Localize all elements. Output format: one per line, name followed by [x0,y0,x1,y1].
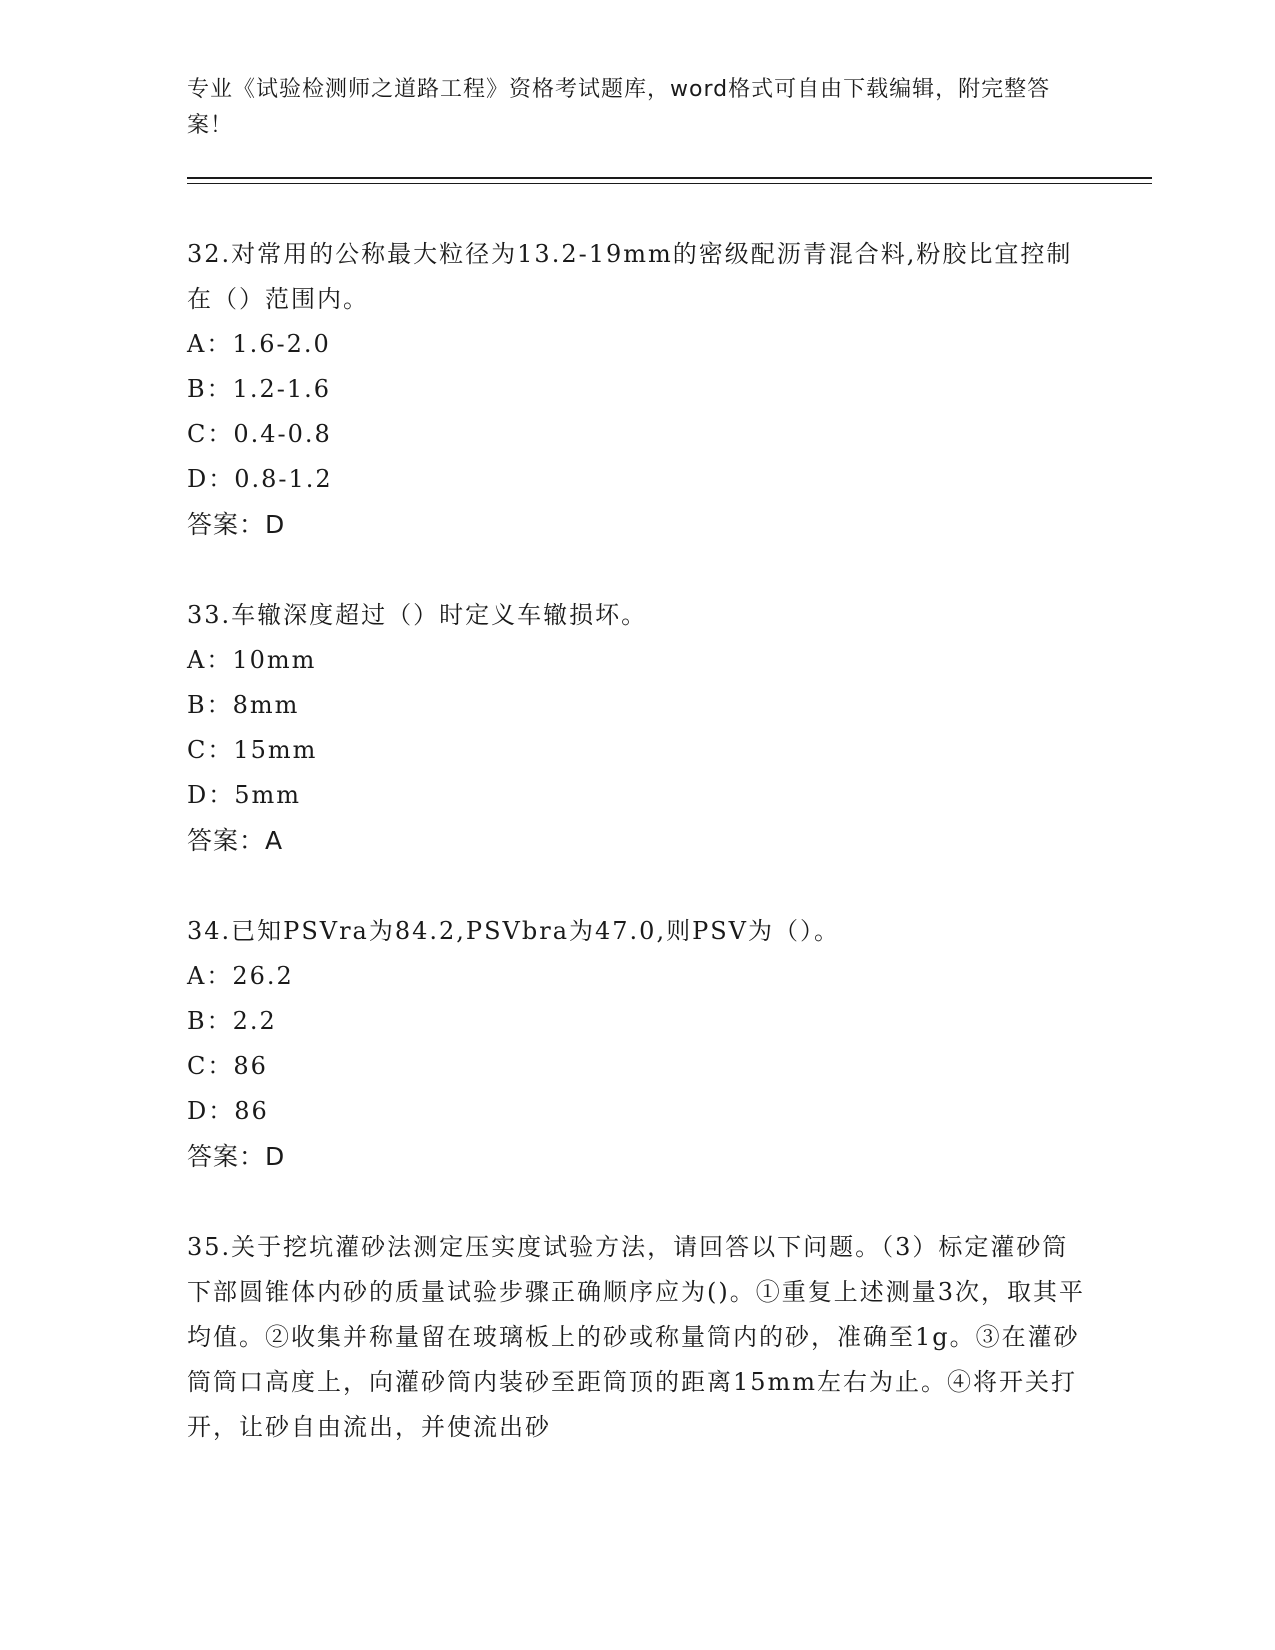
answer: 答案：D [187,510,286,539]
question-stem: 35.关于挖坑灌砂法测定压实度试验方法，请回答以下问题。（3）标定灌砂筒下部圆锥体内砂的质量试验步骤正确顺序应为()。①重复上述测量3次，取其平均值。②收集并称量留在玻璃板上的砂或称量筒内的砂，准确至1g。③在灌砂筒筒口高度上，向灌砂筒内装砂至距筒顶的距离15mm左右为止。④将开关打开，让砂自由流出，并使流出砂 [187,1233,1085,1441]
option-a: A：1.6-2.0 [187,330,331,358]
question-34 [187,909,1087,1179]
option-a: A：10mm [187,646,317,674]
document-header: 专业《试验检测师之道路工程》资格考试题库，word格式可自由下载编辑，附完整答案！ [187,77,1051,138]
question-stem: 34.已知PSVra为84.2,PSVbra为47.0,则PSV为（）。 [187,917,840,945]
option-a: A：26.2 [187,962,294,990]
question-32 [187,232,1087,547]
header-rule-thick [187,177,1152,179]
question-stem: 33.车辙深度超过（）时定义车辙损坏。 [187,601,648,629]
question-list [187,232,1087,1496]
question-35 [187,1225,1087,1450]
option-b: B：1.2-1.6 [187,375,332,403]
option-c: C：15mm [187,736,318,764]
option-b: B：8mm [187,691,300,719]
option-c: C：86 [187,1052,268,1080]
answer: 答案：D [187,1142,286,1171]
header-rule-thin [187,183,1152,184]
question-33 [187,593,1087,863]
option-c: C：0.4-0.8 [187,420,332,448]
answer: 答案：A [187,826,284,855]
option-d: D：0.8-1.2 [187,465,333,493]
option-b: B：2.2 [187,1007,277,1035]
option-d: D：86 [187,1097,269,1125]
question-stem: 32.对常用的公称最大粒径为13.2-19mm的密级配沥青混合料,粉胶比宜控制在（）范围内。 [187,240,1073,313]
option-d: D：5mm [187,781,302,809]
